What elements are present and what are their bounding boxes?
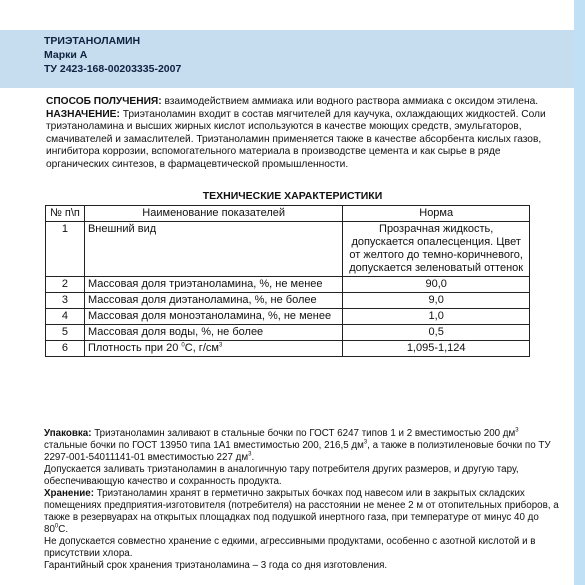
storage-label: Хранение: bbox=[44, 488, 94, 499]
packaging-sup-b: 3 bbox=[363, 439, 368, 446]
intro-section bbox=[46, 96, 558, 172]
row-name bbox=[84, 341, 342, 357]
side-band bbox=[574, 0, 585, 585]
storage-sup: 0 bbox=[54, 523, 59, 530]
row-num: 4 bbox=[46, 309, 85, 325]
row-num: 3 bbox=[46, 293, 85, 309]
row-name: Внешний вид bbox=[84, 222, 342, 277]
production-label: СПОСОБ ПОЛУЧЕНИЯ: bbox=[46, 96, 162, 107]
table-row bbox=[46, 222, 530, 277]
row-name: Массовая доля моноэтаноламина, %, не менее bbox=[84, 309, 342, 325]
header-norm: Норма bbox=[343, 206, 530, 222]
bottom-section bbox=[44, 428, 559, 572]
table-header-row bbox=[46, 206, 530, 222]
purpose-paragraph bbox=[46, 109, 558, 172]
purpose-text: Триэтаноламин входит в состав мягчителей для каучука, охлаждающих жидкостей. Соли триэтаноламина и высших жирных кислот используются в качестве моющих средств, эмульгаторов, смачивателей и замаслителей. Триэтаноламин применяется также в качестве абсорбента кислых газов, ингибитора коррозии, вспомогательного материала в производстве цемента и как сырье в ряде органических синтезов, в фармацевтической промышленности. bbox=[46, 108, 546, 170]
product-standard: ТУ 2423-168-00203335-2007 bbox=[44, 63, 182, 75]
table-row bbox=[46, 309, 530, 325]
warranty-note: Гарантийный срок хранения триэтаноламина – 3 года со дня изготовления. bbox=[44, 560, 388, 571]
packaging-note: Допускается заливать триэтаноламин в аналогичную тару потребителя других размеров, и другую тару, обеспечивающую качество и сохранность продукта. bbox=[44, 464, 519, 487]
packaging-sup-c: 3 bbox=[248, 451, 252, 458]
row-num: 2 bbox=[46, 277, 85, 293]
degree-sup: 0 bbox=[181, 342, 185, 349]
purpose-label: НАЗНАЧЕНИЕ: bbox=[46, 108, 120, 120]
table-row bbox=[46, 277, 530, 293]
density-unit: С, г/см bbox=[184, 342, 219, 354]
row-norm: 90,0 bbox=[343, 277, 530, 293]
row-norm: 9,0 bbox=[343, 293, 530, 309]
row-norm: 1,0 bbox=[343, 309, 530, 325]
packaging-text-d: . bbox=[251, 452, 255, 463]
row-name: Массовая доля триэтаноламина, %, не менее bbox=[84, 277, 342, 293]
row-norm: 0,5 bbox=[343, 325, 530, 341]
specs-table bbox=[45, 205, 530, 357]
row-num: 5 bbox=[46, 325, 85, 341]
row-num: 1 bbox=[46, 222, 85, 277]
production-paragraph bbox=[46, 96, 558, 109]
packaging-label: Упаковка: bbox=[44, 428, 92, 439]
packaging-paragraph bbox=[44, 428, 559, 464]
density-label: Плотность при 20 bbox=[87, 342, 182, 354]
row-name: Массовая доля воды, %, не более bbox=[84, 325, 342, 341]
storage-note: Не допускается совместно хранение с едкими, агрессивными продуктами, особенно с азотной кислотой и в присутствии хлора. bbox=[44, 536, 536, 559]
row-norm: Прозрачная жидкость, допускается опалесценция. Цвет от желтого до темно-коричневого, допускается зеленоватый оттенок bbox=[343, 222, 530, 277]
product-title: ТРИЭТАНОЛАМИН bbox=[44, 35, 141, 47]
cubic-sup: 3 bbox=[218, 342, 223, 349]
packaging-text-c: , а также в полиэтиленовые бочки по ТУ 2297-001-54011141-01 вместимостью 227 дм bbox=[44, 440, 551, 463]
packaging-text-a: Триэтаноламин заливают в стальные бочки по ГОСТ 6247 типов 1 и 2 вместимостью 200 дм bbox=[94, 428, 516, 439]
product-grade: Марки А bbox=[44, 49, 88, 61]
header-name: Наименование показателей bbox=[84, 206, 342, 222]
specs-title: ТЕХНИЧЕСКИЕ ХАРАКТЕРИСТИКИ bbox=[202, 190, 383, 202]
header-num: № п\п bbox=[46, 206, 85, 222]
row-name: Массовая доля диэтаноламина, %, не более bbox=[84, 293, 342, 309]
row-norm: 1,095-1,124 bbox=[343, 341, 530, 357]
table-row bbox=[46, 341, 530, 357]
packaging-sup-a: 3 bbox=[515, 427, 519, 434]
row-num: 6 bbox=[46, 341, 85, 357]
storage-text-a: Триэтаноламин хранят в герметично закрытых бочках под навесом или в закрытых складских помещениях предприятия-изготовителя (потребителя) на расстоянии не менее 2 м от отопительных приборов, а также в резервуарах на открытых площадках под подушкой инертного газа, при температуре от минус 40 до 80 bbox=[44, 488, 559, 535]
product-header bbox=[44, 34, 181, 76]
storage-text-b: С. bbox=[58, 524, 69, 535]
table-row bbox=[46, 325, 530, 341]
production-text: взаимодействием аммиака или водного раствора аммиака с оксидом этилена. bbox=[164, 96, 539, 107]
packaging-text-b: стальные бочки по ГОСТ 13950 типа 1А1 вместимостью 200, 216,5 дм bbox=[44, 440, 364, 451]
storage-paragraph bbox=[44, 488, 559, 536]
table-row bbox=[46, 293, 530, 309]
